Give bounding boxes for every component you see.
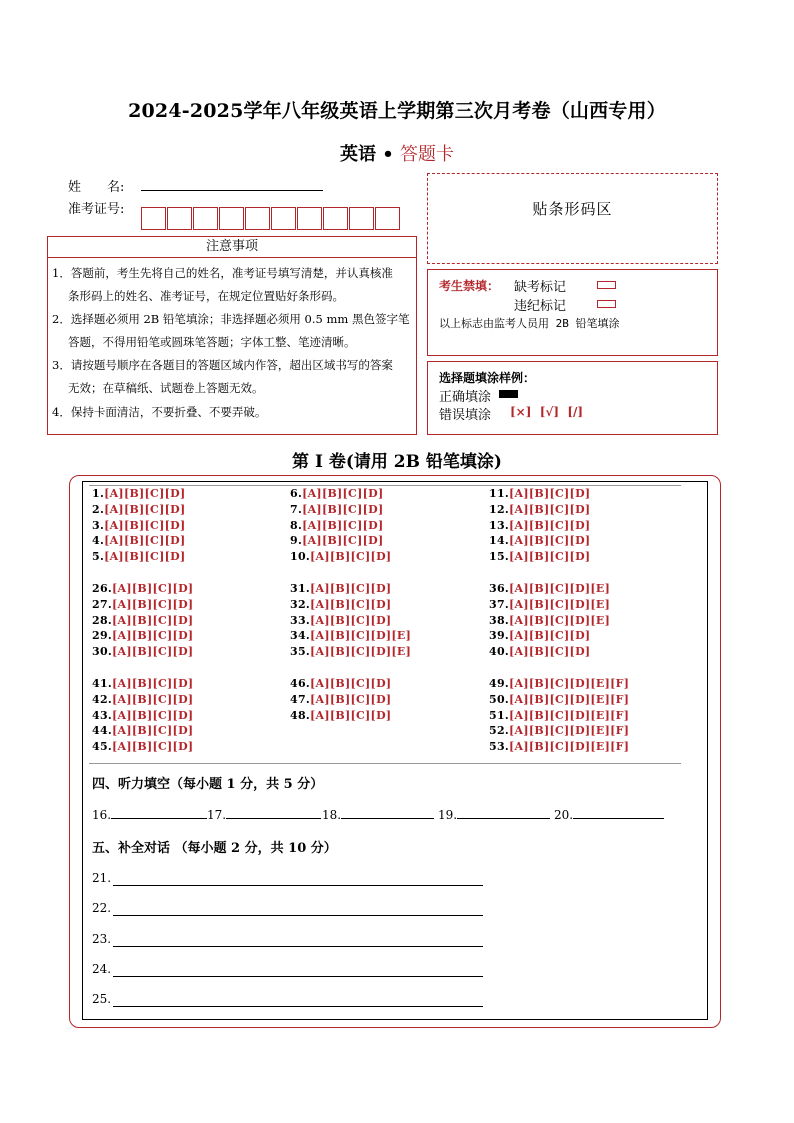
question-number: 6. xyxy=(290,487,303,500)
option-bubbles[interactable]: [A][B][C][D] xyxy=(112,708,194,722)
option-bubbles[interactable]: [A][B][C][D][E][F] xyxy=(509,740,630,754)
choice-question[interactable] xyxy=(290,644,411,660)
dialogue-num: 24. xyxy=(92,962,112,976)
choice-question[interactable] xyxy=(92,644,193,660)
option-bubbles[interactable]: [A][B][C][D][E] xyxy=(509,613,611,627)
choice-question[interactable] xyxy=(92,739,193,755)
choice-question[interactable] xyxy=(92,549,185,565)
subtitle-card: 答题卡 xyxy=(400,144,455,165)
id-digit-box[interactable] xyxy=(297,207,322,230)
choice-question[interactable] xyxy=(92,518,185,534)
question-number: 8. xyxy=(290,518,303,532)
listening-item[interactable] xyxy=(322,806,434,822)
choice-question[interactable] xyxy=(92,723,193,739)
option-bubbles[interactable]: [A][B][C][D][E][F] xyxy=(509,724,630,738)
option-bubbles[interactable]: [A][B][C][D] xyxy=(104,487,186,500)
option-bubbles[interactable]: [A][B][C][D] xyxy=(509,518,591,532)
name-field[interactable] xyxy=(141,190,323,191)
question-number: 53. xyxy=(489,740,510,754)
choice-question[interactable] xyxy=(489,739,629,755)
notice-line: 条形码上的姓名、准考证号，在规定位置贴好条形码。 xyxy=(68,289,344,303)
dialogue-answer-line[interactable] xyxy=(113,946,483,947)
dialogue-answer-line[interactable] xyxy=(113,976,483,977)
question-number: 47. xyxy=(290,692,311,706)
notice-heading: 注意事项 xyxy=(47,236,417,258)
option-bubbles[interactable]: [A][B][C][D] xyxy=(112,724,194,738)
choice-question[interactable] xyxy=(489,533,590,549)
question-number: 40. xyxy=(489,645,510,659)
question-number: 51. xyxy=(489,708,510,722)
choice-question[interactable] xyxy=(489,581,610,597)
option-bubbles[interactable]: [A][B][C][D] xyxy=(112,597,194,611)
notice-line: 答题，不得用铅笔或圆珠笔答题；字体工整、笔迹清晰。 xyxy=(68,335,356,349)
choice-question[interactable] xyxy=(489,549,590,565)
question-number: 28. xyxy=(92,613,113,627)
question-number: 32. xyxy=(290,597,311,611)
choice-question[interactable] xyxy=(489,597,610,613)
question-number: 7. xyxy=(290,502,303,516)
listening-num: 16. xyxy=(92,808,112,822)
option-bubbles[interactable]: [A][B][C][D] xyxy=(310,692,392,706)
option-bubbles[interactable]: [A][B][C][D] xyxy=(302,502,384,516)
option-bubbles[interactable]: [A][B][C][D] xyxy=(112,582,194,595)
choice-question[interactable] xyxy=(92,628,193,644)
question-number: 39. xyxy=(489,629,510,643)
id-digit-box[interactable] xyxy=(375,207,400,230)
notice-line: 无效；在草稿纸、试题卷上答题无效。 xyxy=(68,381,264,395)
question-number: 43. xyxy=(92,708,113,722)
option-bubbles[interactable]: [A][B][C][D] xyxy=(310,613,392,627)
option-bubbles[interactable]: [A][B][C][D] xyxy=(104,550,186,564)
listening-title: 四、听力填空（每小题 1 分，共 5 分） xyxy=(92,777,324,792)
correct-label: 正确填涂 xyxy=(439,390,492,405)
question-number: 50. xyxy=(489,692,510,706)
option-bubbles[interactable]: [A][B][C][D] xyxy=(112,613,194,627)
option-bubbles[interactable]: [A][B][C][D] xyxy=(509,502,591,516)
option-bubbles[interactable]: [A][B][C][D] xyxy=(112,677,194,690)
dialogue-num: 25. xyxy=(92,992,112,1006)
listening-item[interactable] xyxy=(207,806,321,822)
dialogue-num: 22. xyxy=(92,901,112,915)
question-number: 48. xyxy=(290,708,311,722)
notice-line: 1．答题前，考生先将自己的姓名，准考证号填写清楚，并认真核准 xyxy=(52,266,393,280)
question-number: 36. xyxy=(489,582,510,595)
question-number: 49. xyxy=(489,677,510,690)
choice-question[interactable] xyxy=(290,486,383,502)
subtitle-subject: 英语 • xyxy=(339,144,401,165)
page-title: 2024-2025学年八年级英语上学期第三次月考卷（山西专用） xyxy=(128,100,666,122)
option-bubbles[interactable]: [A][B][C][D][E][F] xyxy=(509,677,630,690)
dialogue-num: 23. xyxy=(92,932,112,946)
option-bubbles[interactable]: [A][B][C][D] xyxy=(112,740,194,754)
question-number: 34. xyxy=(290,629,311,643)
prohibit-label: 考生禁填： xyxy=(439,279,500,293)
question-number: 2. xyxy=(92,502,105,516)
dialogue-answer-line[interactable] xyxy=(113,1006,483,1007)
option-bubbles[interactable]: [A][B][C][D] xyxy=(310,677,392,690)
option-bubbles[interactable]: [A][B][C][D] xyxy=(310,582,392,595)
question-number: 12. xyxy=(489,502,510,516)
option-bubbles[interactable]: [A][B][C][D] xyxy=(310,708,392,722)
choice-question[interactable] xyxy=(92,708,193,724)
prohibit-note: 以上标志由监考人员用 2B 铅笔填涂 xyxy=(439,317,620,330)
answer-line[interactable] xyxy=(226,806,321,819)
question-number: 26. xyxy=(92,582,113,595)
option-bubbles[interactable]: [A][B][C][D] xyxy=(302,487,384,500)
question-number: 41. xyxy=(92,677,113,690)
absent-mark-box[interactable] xyxy=(597,281,616,289)
listening-item[interactable] xyxy=(92,806,207,822)
choice-question[interactable] xyxy=(489,518,590,534)
choice-question[interactable] xyxy=(489,613,610,629)
choice-question[interactable] xyxy=(489,676,629,692)
listening-num: 20. xyxy=(554,808,574,822)
choice-question[interactable] xyxy=(290,692,391,708)
question-number: 4. xyxy=(92,534,105,548)
choice-question[interactable] xyxy=(290,708,391,724)
id-digit-box[interactable] xyxy=(271,207,296,230)
id-digit-box[interactable] xyxy=(219,207,244,230)
choice-question[interactable] xyxy=(489,708,629,724)
listening-num: 19. xyxy=(438,808,458,822)
id-digit-box[interactable] xyxy=(349,207,374,230)
dialogue-title: 五、补全对话 （每小题 2 分，共 10 分） xyxy=(92,841,337,856)
dialogue-num: 21. xyxy=(92,871,112,885)
question-number: 42. xyxy=(92,692,113,706)
option-bubbles[interactable]: [A][B][C][D][E][F] xyxy=(509,692,630,706)
answer-line[interactable] xyxy=(573,806,664,819)
absent-label: 缺考标记 xyxy=(514,280,567,295)
option-bubbles[interactable]: [A][B][C][D] xyxy=(509,629,591,643)
option-bubbles[interactable]: [A][B][C][D][E][F] xyxy=(509,708,630,722)
listening-item[interactable] xyxy=(438,806,550,822)
question-number: 44. xyxy=(92,724,113,738)
id-digit-box[interactable] xyxy=(323,207,348,230)
option-bubbles[interactable]: [A][B][C][D][E] xyxy=(509,582,611,595)
choice-question[interactable] xyxy=(92,502,185,518)
choice-question[interactable] xyxy=(489,723,629,739)
option-bubbles[interactable]: [A][B][C][D] xyxy=(509,550,591,564)
dialogue-answer-line[interactable] xyxy=(113,915,483,916)
choice-question[interactable] xyxy=(92,486,185,502)
filled-mark-sample xyxy=(499,390,518,398)
option-bubbles[interactable]: [A][B][C][D][E] xyxy=(509,597,611,611)
choice-question[interactable] xyxy=(92,613,193,629)
option-bubbles[interactable]: [A][B][C][D] xyxy=(310,597,392,611)
answer-line[interactable] xyxy=(341,806,434,819)
option-bubbles[interactable]: [A][B][C][D] xyxy=(112,629,194,643)
question-number: 11. xyxy=(489,487,510,500)
choice-question[interactable] xyxy=(92,692,193,708)
question-number: 13. xyxy=(489,518,510,532)
wrong-marks: [×] [√] [/] xyxy=(510,405,584,419)
choice-question[interactable] xyxy=(290,628,411,644)
choice-question[interactable] xyxy=(290,581,391,597)
question-number: 9. xyxy=(290,534,303,548)
option-bubbles[interactable]: [A][B][C][D] xyxy=(509,645,591,659)
question-number: 5. xyxy=(92,550,105,564)
choice-question[interactable] xyxy=(489,644,590,660)
answer-line[interactable] xyxy=(111,806,207,819)
question-number: 14. xyxy=(489,534,510,548)
option-bubbles[interactable]: [A][B][C][D] xyxy=(104,502,186,516)
question-number: 27. xyxy=(92,597,113,611)
notice-line: 3．请按题号顺序在各题目的答题区域内作答，超出区域书写的答案 xyxy=(52,358,393,372)
notice-line: 4．保持卡面清洁，不要折叠、不要弄破。 xyxy=(52,405,267,419)
question-number: 37. xyxy=(489,597,510,611)
answer-line[interactable] xyxy=(457,806,550,819)
id-label: 准考证号: xyxy=(68,202,125,217)
notice-line: 2．选择题必须用 2B 铅笔填涂；非选择题必须用 0.5 mm 黑色签字笔 xyxy=(52,312,410,326)
dialogue-answer-line[interactable] xyxy=(113,885,483,886)
question-number: 46. xyxy=(290,677,311,690)
listening-num: 18. xyxy=(322,808,342,822)
listening-num: 17. xyxy=(207,808,227,822)
violation-label: 违纪标记 xyxy=(514,299,567,314)
question-number: 30. xyxy=(92,645,113,659)
choice-question[interactable] xyxy=(92,533,185,549)
question-number: 29. xyxy=(92,629,113,643)
option-bubbles[interactable]: [A][B][C][D] xyxy=(104,518,186,532)
choice-question[interactable] xyxy=(92,597,193,613)
choice-question[interactable] xyxy=(290,533,383,549)
choice-question[interactable] xyxy=(290,676,391,692)
option-bubbles[interactable]: [A][B][C][D] xyxy=(112,645,194,659)
choice-question[interactable] xyxy=(489,628,590,644)
option-bubbles[interactable]: [A][B][C][D][E] xyxy=(310,645,412,659)
id-digit-box[interactable] xyxy=(193,207,218,230)
choice-question[interactable] xyxy=(489,502,590,518)
option-bubbles[interactable]: [A][B][C][D] xyxy=(509,534,591,548)
choice-question[interactable] xyxy=(290,597,391,613)
choice-question[interactable] xyxy=(290,613,391,629)
question-number: 3. xyxy=(92,518,105,532)
id-digit-box[interactable] xyxy=(141,207,166,230)
question-number: 31. xyxy=(290,582,311,595)
choice-question[interactable] xyxy=(290,549,391,565)
sample-heading: 选择题填涂样例： xyxy=(439,371,536,385)
option-bubbles[interactable]: [A][B][C][D][E] xyxy=(310,629,412,643)
question-number: 15. xyxy=(489,550,510,564)
question-number: 38. xyxy=(489,613,510,627)
choice-question[interactable] xyxy=(489,486,590,502)
page-subtitle xyxy=(0,140,794,166)
listening-item[interactable] xyxy=(554,806,664,822)
question-number: 35. xyxy=(290,645,311,659)
id-digit-box[interactable] xyxy=(245,207,270,230)
wrong-label: 错误填涂 xyxy=(439,408,492,423)
divider xyxy=(89,763,681,764)
barcode-label: 贴条形码区 xyxy=(532,200,613,218)
choice-question[interactable] xyxy=(290,502,383,518)
violation-mark-box[interactable] xyxy=(597,300,616,308)
choice-question[interactable] xyxy=(92,581,193,597)
question-number: 45. xyxy=(92,740,113,754)
choice-question[interactable] xyxy=(290,518,383,534)
option-bubbles[interactable]: [A][B][C][D] xyxy=(302,518,384,532)
id-digit-box[interactable] xyxy=(167,207,192,230)
choice-question[interactable] xyxy=(489,692,629,708)
option-bubbles[interactable]: [A][B][C][D] xyxy=(509,487,591,500)
question-number: 52. xyxy=(489,724,510,738)
choice-question[interactable] xyxy=(92,676,193,692)
name-label: 姓 名: xyxy=(68,180,125,195)
option-bubbles[interactable]: [A][B][C][D] xyxy=(112,692,194,706)
option-bubbles[interactable]: [A][B][C][D] xyxy=(104,534,186,548)
question-number: 10. xyxy=(290,550,311,564)
option-bubbles[interactable]: [A][B][C][D] xyxy=(302,534,384,548)
question-number: 1. xyxy=(92,487,105,500)
question-number: 33. xyxy=(290,613,311,627)
option-bubbles[interactable]: [A][B][C][D] xyxy=(310,550,392,564)
section1-title: 第 I 卷(请用 2B 铅笔填涂) xyxy=(292,452,502,472)
